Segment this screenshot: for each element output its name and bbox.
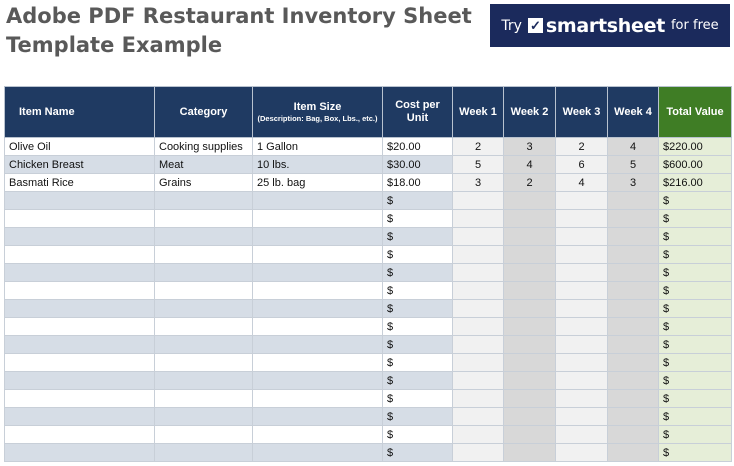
cell-cost[interactable]: $ — [383, 426, 453, 444]
cell-week-2[interactable] — [504, 372, 556, 390]
cell-item-name[interactable] — [5, 300, 155, 318]
cell-week-1[interactable] — [453, 408, 504, 426]
inventory-table — [4, 86, 732, 462]
table-row — [5, 210, 732, 228]
cell-item-size[interactable] — [253, 228, 383, 246]
cell-week-1[interactable] — [453, 336, 504, 354]
col-header-week-3: Week 3 — [556, 87, 608, 138]
cell-category[interactable] — [155, 210, 253, 228]
cell-week-1[interactable] — [453, 228, 504, 246]
cell-total-value[interactable]: $ — [659, 210, 732, 228]
cell-item-size[interactable] — [253, 408, 383, 426]
cell-week-2[interactable] — [504, 264, 556, 282]
cell-item-name[interactable] — [5, 228, 155, 246]
cell-total-value[interactable]: $600.00 — [659, 156, 732, 174]
cell-total-value[interactable]: $ — [659, 426, 732, 444]
cell-cost[interactable]: $ — [383, 228, 453, 246]
cell-total-value[interactable]: $ — [659, 372, 732, 390]
table-row — [5, 246, 732, 264]
cell-item-name[interactable] — [5, 354, 155, 372]
cell-category[interactable] — [155, 228, 253, 246]
cell-week-3[interactable] — [556, 444, 608, 462]
cell-total-value[interactable]: $ — [659, 336, 732, 354]
cell-cost[interactable]: $ — [383, 444, 453, 462]
cell-item-size[interactable] — [253, 300, 383, 318]
cell-week-2[interactable] — [504, 300, 556, 318]
cell-category[interactable] — [155, 300, 253, 318]
cell-item-size[interactable] — [253, 426, 383, 444]
cell-week-3[interactable] — [556, 426, 608, 444]
cell-cost[interactable]: $ — [383, 192, 453, 210]
cell-week-4[interactable] — [608, 444, 659, 462]
cell-week-4[interactable] — [608, 390, 659, 408]
cell-week-4[interactable] — [608, 318, 659, 336]
cell-total-value[interactable]: $ — [659, 246, 732, 264]
cell-week-3[interactable] — [556, 246, 608, 264]
cell-category[interactable] — [155, 390, 253, 408]
cell-week-4[interactable] — [608, 264, 659, 282]
cell-cost[interactable]: $ — [383, 354, 453, 372]
table-row — [5, 408, 732, 426]
cell-week-1[interactable] — [453, 282, 504, 300]
cell-week-2[interactable] — [504, 246, 556, 264]
cell-cost[interactable]: $ — [383, 408, 453, 426]
cell-week-4[interactable] — [608, 282, 659, 300]
cell-category[interactable] — [155, 192, 253, 210]
cell-week-1[interactable] — [453, 246, 504, 264]
cell-category[interactable]: Cooking supplies — [155, 138, 253, 156]
cell-item-size[interactable] — [253, 282, 383, 300]
cell-item-name[interactable]: Basmati Rice — [5, 174, 155, 192]
cell-week-4[interactable] — [608, 336, 659, 354]
cell-week-2[interactable] — [504, 354, 556, 372]
cell-cost[interactable]: $18.00 — [383, 174, 453, 192]
table-row — [5, 282, 732, 300]
cell-total-value[interactable]: $220.00 — [659, 138, 732, 156]
cell-item-name[interactable] — [5, 390, 155, 408]
cell-week-3[interactable] — [556, 300, 608, 318]
table-row — [5, 318, 732, 336]
col-header-week-2: Week 2 — [504, 87, 556, 138]
cell-item-size[interactable] — [253, 336, 383, 354]
cell-category[interactable] — [155, 372, 253, 390]
cell-week-3[interactable]: 6 — [556, 156, 608, 174]
cell-category[interactable]: Meat — [155, 156, 253, 174]
col-header-item-size — [253, 87, 383, 138]
cell-week-1[interactable]: 5 — [453, 156, 504, 174]
cell-week-1[interactable] — [453, 444, 504, 462]
page-title — [6, 2, 476, 60]
cell-week-1[interactable] — [453, 426, 504, 444]
cell-item-name[interactable] — [5, 210, 155, 228]
try-smartsheet-banner[interactable] — [490, 4, 730, 47]
banner-brand-text: smartsheet — [545, 14, 665, 37]
cell-category[interactable] — [155, 354, 253, 372]
cell-week-2[interactable] — [504, 210, 556, 228]
cell-cost[interactable]: $ — [383, 372, 453, 390]
header-row — [5, 87, 732, 138]
cell-week-2[interactable] — [504, 444, 556, 462]
title-line-2: Template Example — [6, 33, 223, 57]
cell-week-2[interactable] — [504, 318, 556, 336]
cell-week-2[interactable] — [504, 282, 556, 300]
cell-week-1[interactable] — [453, 372, 504, 390]
cell-item-name[interactable] — [5, 408, 155, 426]
cell-item-size[interactable] — [253, 264, 383, 282]
cell-week-4[interactable] — [608, 210, 659, 228]
table-row — [5, 264, 732, 282]
cell-category[interactable] — [155, 282, 253, 300]
cell-item-size[interactable] — [253, 318, 383, 336]
cell-week-3[interactable] — [556, 390, 608, 408]
cell-total-value[interactable]: $ — [659, 300, 732, 318]
cell-week-1[interactable] — [453, 354, 504, 372]
cell-week-3[interactable]: 2 — [556, 138, 608, 156]
cell-category[interactable]: Grains — [155, 174, 253, 192]
cell-week-3[interactable]: 4 — [556, 174, 608, 192]
table-row — [5, 174, 732, 192]
cell-cost[interactable]: $ — [383, 246, 453, 264]
cell-item-size[interactable] — [253, 354, 383, 372]
cell-item-name[interactable]: Chicken Breast — [5, 156, 155, 174]
cell-week-2[interactable]: 4 — [504, 156, 556, 174]
cell-week-1[interactable] — [453, 300, 504, 318]
cell-week-4[interactable] — [608, 192, 659, 210]
cell-item-name[interactable]: Olive Oil — [5, 138, 155, 156]
cell-cost[interactable]: $ — [383, 300, 453, 318]
title-line-1: Adobe PDF Restaurant Inventory Sheet — [6, 4, 472, 28]
cell-total-value[interactable]: $ — [659, 408, 732, 426]
cell-total-value[interactable]: $ — [659, 318, 732, 336]
cell-category[interactable] — [155, 264, 253, 282]
table-row — [5, 390, 732, 408]
cell-week-3[interactable] — [556, 192, 608, 210]
cell-item-size[interactable] — [253, 210, 383, 228]
cell-item-size[interactable]: 1 Gallon — [253, 138, 383, 156]
cell-total-value[interactable]: $ — [659, 444, 732, 462]
cell-item-name[interactable] — [5, 372, 155, 390]
table-row — [5, 336, 732, 354]
cell-week-4[interactable] — [608, 426, 659, 444]
cell-cost[interactable]: $30.00 — [383, 156, 453, 174]
table-row — [5, 354, 732, 372]
cell-week-4[interactable]: 5 — [608, 156, 659, 174]
cell-item-name[interactable] — [5, 444, 155, 462]
cell-item-name[interactable] — [5, 192, 155, 210]
cell-week-3[interactable] — [556, 228, 608, 246]
col-header-week-4: Week 4 — [608, 87, 659, 138]
cell-cost[interactable]: $ — [383, 318, 453, 336]
cell-category[interactable] — [155, 246, 253, 264]
cell-item-size[interactable] — [253, 192, 383, 210]
cell-week-2[interactable] — [504, 192, 556, 210]
cell-total-value[interactable]: $ — [659, 264, 732, 282]
banner-try-text: Try — [501, 17, 522, 34]
cell-cost[interactable]: $ — [383, 210, 453, 228]
cell-item-name[interactable] — [5, 264, 155, 282]
cell-week-2[interactable] — [504, 408, 556, 426]
smartsheet-check-icon: ✓ — [528, 18, 543, 33]
cell-week-3[interactable] — [556, 354, 608, 372]
cell-week-4[interactable]: 3 — [608, 174, 659, 192]
cell-week-3[interactable] — [556, 336, 608, 354]
cell-week-3[interactable] — [556, 264, 608, 282]
col-header-item-name: Item Name — [5, 87, 155, 138]
cell-category[interactable] — [155, 426, 253, 444]
cell-week-4[interactable] — [608, 228, 659, 246]
col-header-week-1: Week 1 — [453, 87, 504, 138]
cell-total-value[interactable]: $ — [659, 228, 732, 246]
cell-week-1[interactable] — [453, 318, 504, 336]
table-row — [5, 372, 732, 390]
cell-week-1[interactable] — [453, 210, 504, 228]
cell-item-size[interactable]: 10 lbs. — [253, 156, 383, 174]
cell-item-name[interactable] — [5, 336, 155, 354]
item-size-description: (Description: Bag, Box, Lbs., etc.) — [257, 113, 378, 123]
cell-cost[interactable]: $ — [383, 390, 453, 408]
cell-cost[interactable]: $ — [383, 264, 453, 282]
cell-item-size[interactable] — [253, 246, 383, 264]
cell-category[interactable] — [155, 318, 253, 336]
cell-week-1[interactable]: 2 — [453, 138, 504, 156]
cell-cost[interactable]: $ — [383, 336, 453, 354]
cell-week-4[interactable] — [608, 372, 659, 390]
col-header-cost: Cost per Unit — [383, 87, 453, 138]
item-size-label: Item Size — [293, 100, 342, 113]
cell-total-value[interactable]: $ — [659, 390, 732, 408]
cell-week-2[interactable] — [504, 336, 556, 354]
cell-week-1[interactable] — [453, 390, 504, 408]
cell-category[interactable] — [155, 408, 253, 426]
cell-week-2[interactable]: 2 — [504, 174, 556, 192]
cell-week-3[interactable] — [556, 318, 608, 336]
table-row — [5, 138, 732, 156]
cell-week-1[interactable] — [453, 192, 504, 210]
cell-week-2[interactable] — [504, 426, 556, 444]
table-row — [5, 228, 732, 246]
cell-week-3[interactable] — [556, 408, 608, 426]
cell-item-name[interactable] — [5, 246, 155, 264]
cell-cost[interactable]: $20.00 — [383, 138, 453, 156]
cell-week-3[interactable] — [556, 210, 608, 228]
table-row — [5, 192, 732, 210]
table-row — [5, 156, 732, 174]
cell-item-name[interactable] — [5, 426, 155, 444]
cell-item-name[interactable] — [5, 282, 155, 300]
cell-week-1[interactable] — [453, 264, 504, 282]
cell-total-value[interactable]: $ — [659, 192, 732, 210]
banner-free-text: for free — [670, 18, 719, 33]
cell-item-size[interactable] — [253, 444, 383, 462]
cell-item-name[interactable] — [5, 318, 155, 336]
table-row — [5, 300, 732, 318]
cell-week-3[interactable] — [556, 372, 608, 390]
cell-category[interactable] — [155, 336, 253, 354]
cell-week-3[interactable] — [556, 282, 608, 300]
cell-week-4[interactable] — [608, 408, 659, 426]
cell-item-size[interactable] — [253, 372, 383, 390]
cell-category[interactable] — [155, 444, 253, 462]
col-header-total-value: Total Value — [659, 87, 732, 138]
cell-item-size[interactable]: 25 lb. bag — [253, 174, 383, 192]
cell-cost[interactable]: $ — [383, 282, 453, 300]
cell-week-4[interactable] — [608, 246, 659, 264]
cell-week-4[interactable] — [608, 354, 659, 372]
cell-total-value[interactable]: $ — [659, 282, 732, 300]
col-header-category: Category — [155, 87, 253, 138]
cell-week-2[interactable] — [504, 390, 556, 408]
cell-week-2[interactable]: 3 — [504, 138, 556, 156]
cell-week-1[interactable]: 3 — [453, 174, 504, 192]
cell-week-4[interactable]: 4 — [608, 138, 659, 156]
cell-week-2[interactable] — [504, 228, 556, 246]
cell-week-4[interactable] — [608, 300, 659, 318]
cell-total-value[interactable]: $ — [659, 354, 732, 372]
table-row — [5, 426, 732, 444]
cell-item-size[interactable] — [253, 390, 383, 408]
cell-total-value[interactable]: $216.00 — [659, 174, 732, 192]
table-row — [5, 444, 732, 462]
